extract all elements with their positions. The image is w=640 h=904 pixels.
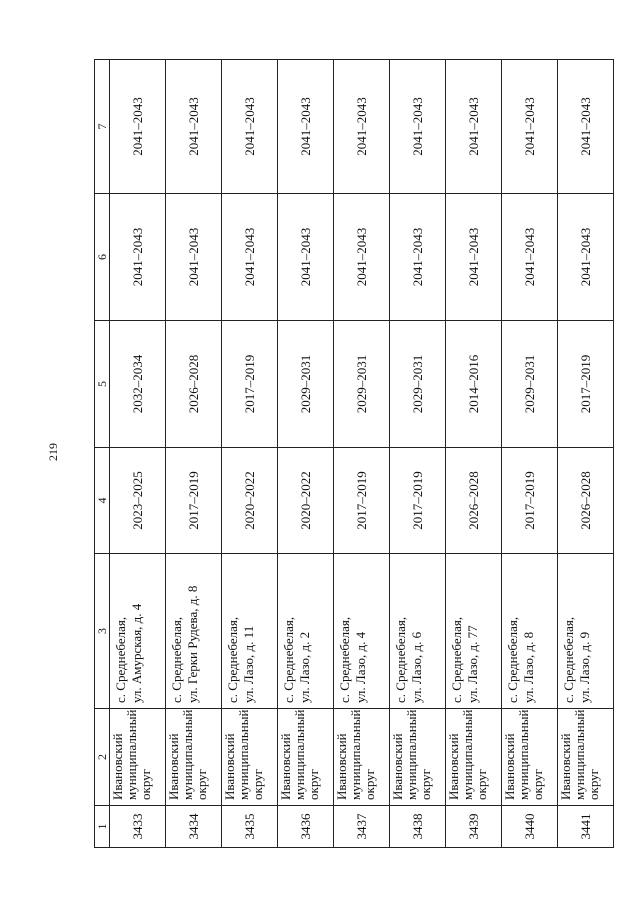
period-col4-cell: 2017–2019 (390, 448, 446, 554)
period-col7-cell: 2041–2043 (110, 60, 166, 194)
column-header-1: 1 (95, 806, 110, 848)
period-col6-cell: 2041–2043 (390, 194, 446, 321)
row-number-cell: 3440 (502, 806, 558, 848)
period-col4-cell: 2017–2019 (502, 448, 558, 554)
address-line-2: ул. Лазо, д. 8 (521, 631, 536, 703)
row-number-cell: 3441 (558, 806, 614, 848)
period-col7-cell: 2041–2043 (446, 60, 502, 194)
column-header-6: 6 (95, 194, 110, 321)
table-row (390, 60, 446, 848)
period-col4-cell: 2020–2022 (278, 448, 334, 554)
period-col6-cell: 2041–2043 (222, 194, 278, 321)
period-col5-cell: 2032–2034 (110, 321, 166, 448)
column-header-5: 5 (95, 321, 110, 448)
municipality-cell: Ивановский муниципальный округ (222, 709, 278, 806)
municipality-cell: Ивановский муниципальный округ (110, 709, 166, 806)
period-col7-cell: 2041–2043 (166, 60, 222, 194)
table-row (558, 60, 614, 848)
period-col4-cell: 2017–2019 (334, 448, 390, 554)
address-line-2: ул. Лазо, д. 9 (577, 631, 592, 703)
address-cell (446, 554, 502, 709)
table-row (110, 60, 166, 848)
period-col6-cell: 2041–2043 (334, 194, 390, 321)
address-cell (110, 554, 166, 709)
period-col5-cell: 2029–2031 (390, 321, 446, 448)
municipality-cell: Ивановский муниципальный округ (166, 709, 222, 806)
header-row (95, 60, 110, 848)
municipality-cell: Ивановский муниципальный округ (558, 709, 614, 806)
schedule-table (94, 59, 614, 848)
table-row (278, 60, 334, 848)
address-line-1: с. Среднебелая, (505, 616, 520, 703)
page-number: 219 (46, 443, 60, 461)
row-number-cell: 3439 (446, 806, 502, 848)
address-cell (166, 554, 222, 709)
period-col5-cell: 2029–2031 (334, 321, 390, 448)
period-col5-cell: 2029–2031 (502, 321, 558, 448)
row-number-cell: 3438 (390, 806, 446, 848)
row-number-cell: 3433 (110, 806, 166, 848)
row-number-cell: 3436 (278, 806, 334, 848)
address-line-1: с. Среднебелая, (225, 616, 240, 703)
period-col5-cell: 2026–2028 (166, 321, 222, 448)
period-col6-cell: 2041–2043 (502, 194, 558, 321)
address-cell (502, 554, 558, 709)
period-col6-cell: 2041–2043 (166, 194, 222, 321)
period-col7-cell: 2041–2043 (334, 60, 390, 194)
period-col6-cell: 2041–2043 (558, 194, 614, 321)
period-col4-cell: 2017–2019 (166, 448, 222, 554)
municipality-cell: Ивановский муниципальный округ (278, 709, 334, 806)
table-row (502, 60, 558, 848)
period-col5-cell: 2017–2019 (222, 321, 278, 448)
period-col7-cell: 2041–2043 (390, 60, 446, 194)
address-line-1: с. Среднебелая, (169, 616, 184, 703)
municipality-cell: Ивановский муниципальный округ (390, 709, 446, 806)
period-col4-cell: 2023–2025 (110, 448, 166, 554)
rotated-table-wrapper (94, 60, 614, 848)
period-col7-cell: 2041–2043 (222, 60, 278, 194)
table-row (222, 60, 278, 848)
address-cell (278, 554, 334, 709)
period-col7-cell: 2041–2043 (502, 60, 558, 194)
address-line-1: с. Среднебелая, (393, 616, 408, 703)
address-line-2: ул. Лазо, д. 11 (241, 625, 256, 703)
column-header-7: 7 (95, 60, 110, 194)
address-line-2: ул. Лазо, д. 4 (353, 631, 368, 703)
address-line-1: с. Среднебелая, (337, 616, 352, 703)
period-col4-cell: 2026–2028 (558, 448, 614, 554)
period-col5-cell: 2014–2016 (446, 321, 502, 448)
period-col5-cell: 2029–2031 (278, 321, 334, 448)
address-line-2: ул. Амурская, д. 4 (129, 603, 144, 703)
address-cell (390, 554, 446, 709)
address-line-2: ул. Лазо, д. 77 (465, 625, 480, 703)
period-col6-cell: 2041–2043 (278, 194, 334, 321)
address-line-2: ул. Лазо, д. 2 (297, 631, 312, 703)
table-row (446, 60, 502, 848)
period-col5-cell: 2017–2019 (558, 321, 614, 448)
address-cell (558, 554, 614, 709)
address-cell (222, 554, 278, 709)
row-number-cell: 3435 (222, 806, 278, 848)
period-col7-cell: 2041–2043 (558, 60, 614, 194)
row-number-cell: 3434 (166, 806, 222, 848)
period-col6-cell: 2041–2043 (446, 194, 502, 321)
municipality-cell: Ивановский муниципальный округ (334, 709, 390, 806)
municipality-cell: Ивановский муниципальный округ (502, 709, 558, 806)
address-line-1: с. Среднебелая, (281, 616, 296, 703)
column-header-4: 4 (95, 448, 110, 554)
period-col6-cell: 2041–2043 (110, 194, 166, 321)
municipality-cell: Ивановский муниципальный округ (446, 709, 502, 806)
table-row (166, 60, 222, 848)
table-row (334, 60, 390, 848)
period-col4-cell: 2026–2028 (446, 448, 502, 554)
address-cell (334, 554, 390, 709)
period-col4-cell: 2020–2022 (222, 448, 278, 554)
address-line-1: с. Среднебелая, (449, 616, 464, 703)
address-line-1: с. Среднебелая, (113, 616, 128, 703)
column-header-2: 2 (95, 709, 110, 806)
address-line-1: с. Среднебелая, (561, 616, 576, 703)
address-line-2: ул. Лазо, д. 6 (409, 631, 424, 703)
column-header-3: 3 (95, 554, 110, 709)
period-col7-cell: 2041–2043 (278, 60, 334, 194)
address-line-2: ул. Герки Рудева, д. 8 (185, 585, 200, 703)
row-number-cell: 3437 (334, 806, 390, 848)
